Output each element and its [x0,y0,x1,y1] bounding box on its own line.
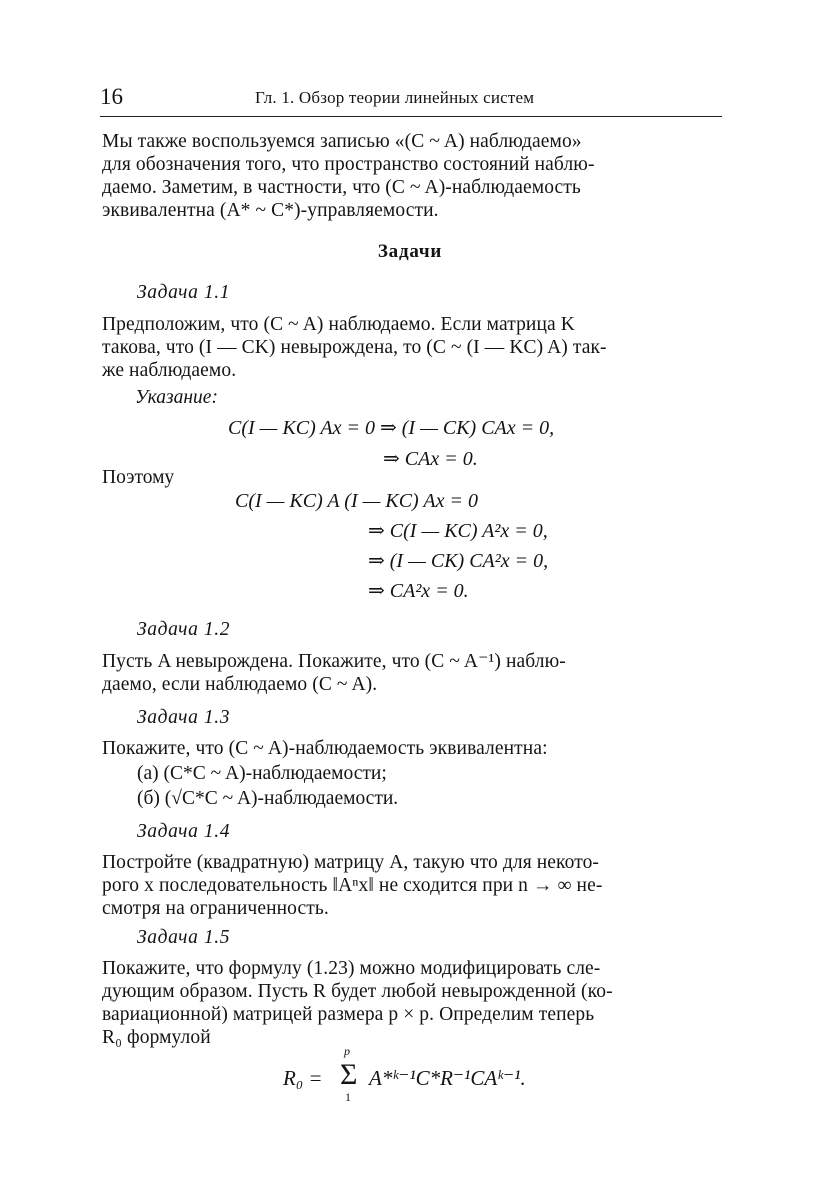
problem-line: Пусть A невырождена. Покажите, что (C ~ A⁻¹) наблю- [102,651,566,672]
equation-3: C(I — KC) A (I — KC) Ax = 0 [235,490,478,512]
problem-line: даемо, если наблюдаемо (C ~ A). [102,674,378,695]
intro-paragraph [102,130,720,222]
sum-lhs: R₀ = [283,1066,323,1090]
sum-rhs: A*ᵏ⁻¹C*R⁻¹CAᵏ⁻¹. [369,1066,526,1090]
problem-1-3-item-b: (б) (√C*C ~ A)-наблюдаемости. [137,788,399,809]
header-rule [100,116,722,117]
problem-line: Постройте (квадратную) матрицу A, такую что для некото- [102,852,600,873]
hint-label: Указание: [135,387,218,408]
problem-line: рого x последовательность ‖Aⁿx‖ не сходится при n → ∞ не- [102,875,603,896]
intro-line: для обозначения того, что пространство состояний наблю- [102,154,595,175]
equation-6: ⇒ CA²x = 0. [368,580,469,602]
page-number: 16 [100,84,123,109]
problem-1-3-title: Задача 1.3 [137,707,231,728]
problem-1-4-text [102,851,720,920]
problem-line: смотря на ограниченность. [102,898,329,919]
page-header [100,84,720,114]
equation-2: ⇒ CAx = 0. [383,448,478,470]
problem-1-5-title: Задача 1.5 [137,927,231,948]
problem-line: Предположим, что (C ~ A) наблюдаемо. Если матрица K [102,314,575,335]
equation-5: ⇒ (I — CK) CA²x = 0, [368,550,549,572]
problem-line: же наблюдаемо. [102,360,237,381]
problem-line: дующим образом. Пусть R будет любой невырожденной (ко- [102,981,613,1002]
problem-1-1-text [102,313,720,382]
sum-lower-limit: 1 [345,1090,351,1104]
equation-4: ⇒ C(I — KC) A²x = 0, [368,520,548,542]
running-title: Гл. 1. Обзор теории линейных систем [255,88,535,107]
sum-formula [283,1044,563,1110]
problem-1-3-lead: Покажите, что (C ~ A)-наблюдаемость эквивалентна: [102,738,548,759]
intro-line: эквивалентна (A* ~ C*)-управляемости. [102,200,439,221]
problem-1-1-title: Задача 1.1 [137,282,231,303]
section-title: Задачи [377,241,443,262]
problem-line: такова, что (I — CK) невырождена, то (C ~ (I — KC) A) так- [102,337,607,358]
problem-1-3-item-a: (а) (C*C ~ A)-наблюдаемости; [137,763,387,784]
problem-line: R₀ формулой [102,1027,211,1048]
problem-line: вариационной) матрицей размера p × p. Определим теперь [102,1004,595,1025]
sum-symbol: Σ [340,1058,358,1091]
problem-1-2-text [102,650,720,696]
intro-line: даемо. Заметим, в частности, что (C ~ A)-наблюдаемость [102,177,581,198]
problem-1-2-title: Задача 1.2 [137,619,231,640]
problem-line: Покажите, что формулу (1.23) можно модифицировать сле- [102,958,601,979]
problem-1-5-text [102,957,720,1049]
equation-1: C(I — KC) Ax = 0 ⇒ (I — CK) CAx = 0, [228,417,555,439]
intro-line: Мы также воспользуемся записью «(C ~ A) наблюдаемо» [102,131,582,152]
sum-upper-limit: p [344,1044,350,1058]
therefore-label: Поэтому [102,467,175,488]
problem-1-4-title: Задача 1.4 [137,821,231,842]
